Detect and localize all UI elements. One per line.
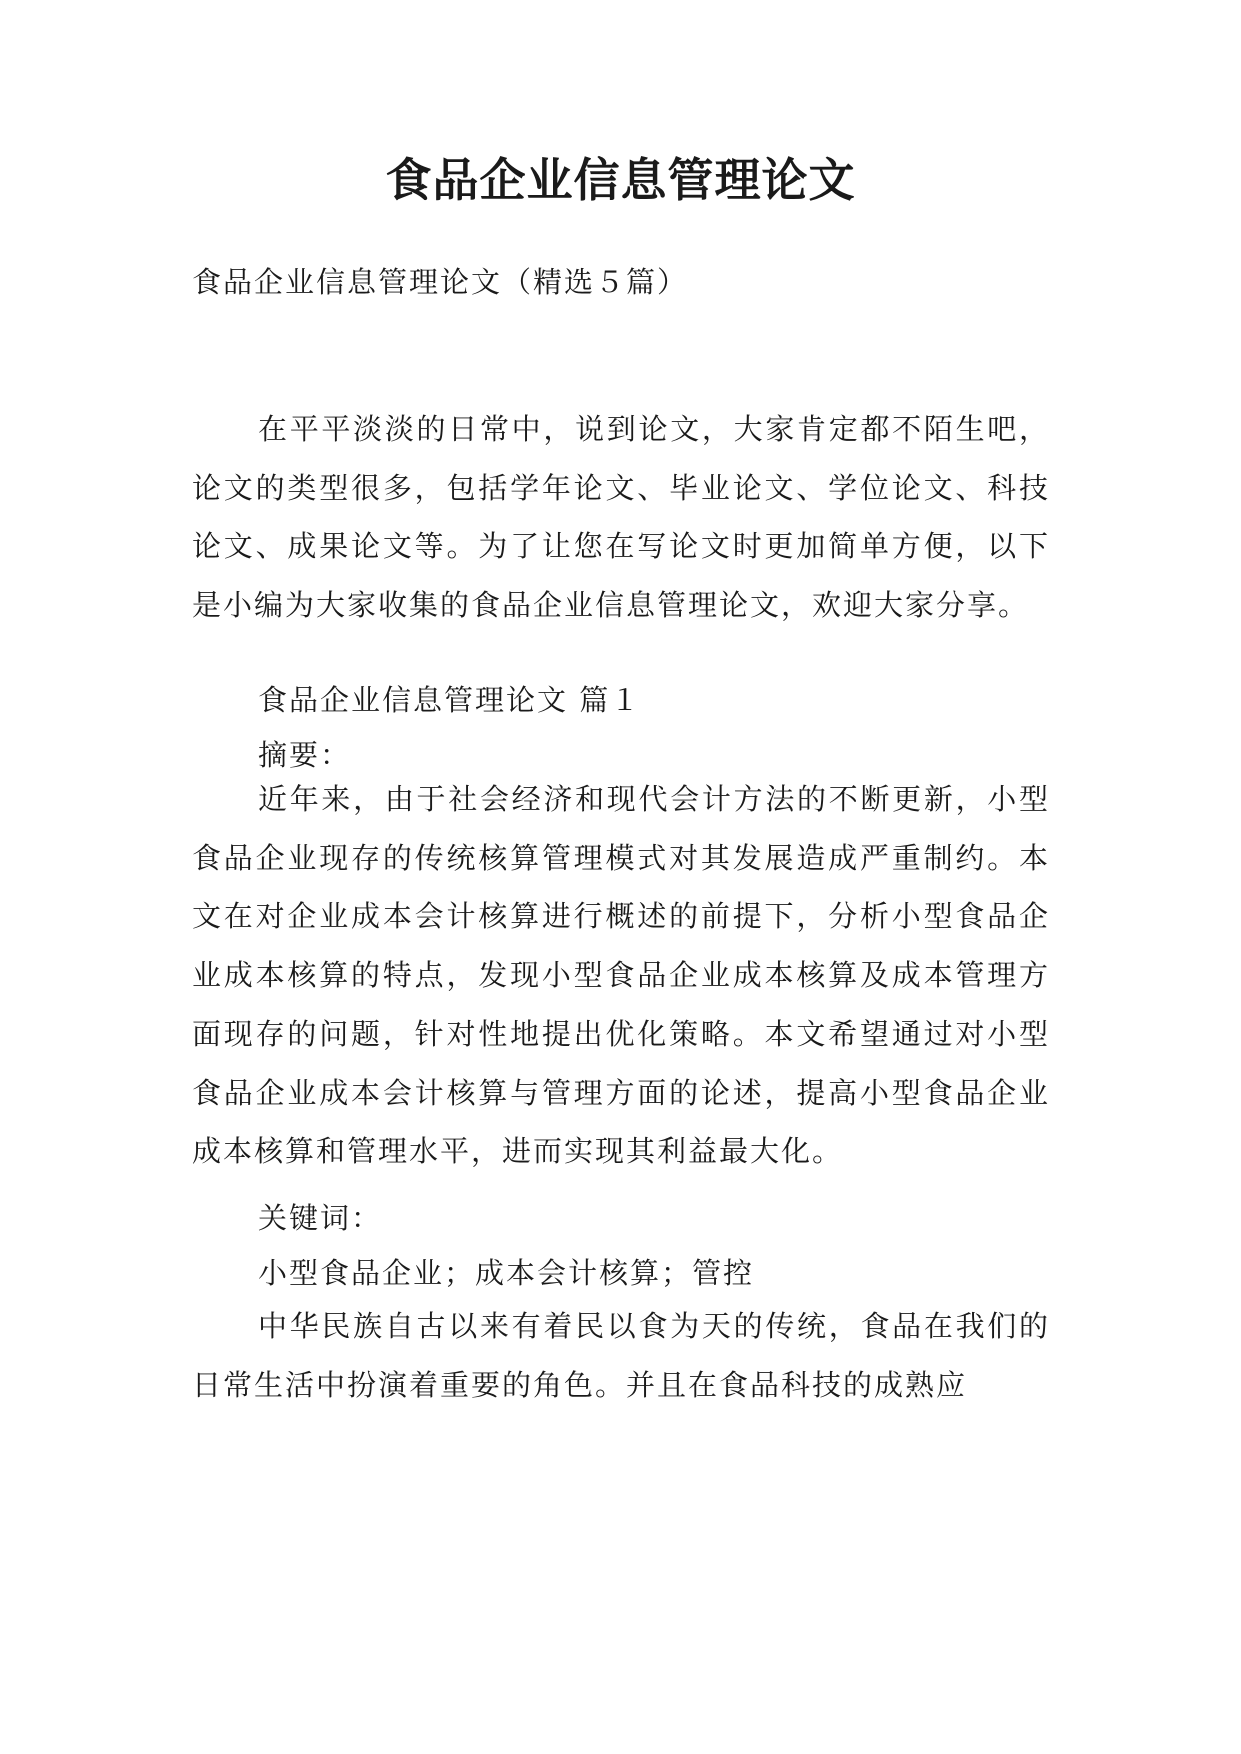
document-title: 食品企业信息管理论文 [385,153,856,207]
abstract-label: 摘要： [258,738,352,772]
keywords-label: 关键词： [258,1201,383,1235]
abstract-paragraph: 近年来，由于社会经济和现代会计方法的不断更新，小型食品企业现存的传统核算管理模式对其发展造成严重制约。本文在对企业成本会计核算进行概述的前提下，分析小型食品企业成本核算的特点，发现小型食品企业成本核算及成本管理方面现存的问题，针对性地提出优化策略。本文希望通过对小型食品企业成本会计核算与管理方面的论述，提高小型食品企业成本核算和管理水平，进而实现其利益最大化。 [192,782,1050,1169]
keywords-text: 小型食品企业；成本会计核算；管控 [258,1256,755,1290]
body-paragraph: 中华民族自古以来有着民以食为天的传统，食品在我们的日常生活中扮演着重要的角色。并且在食品科技的成熟应 [192,1309,1050,1402]
intro-paragraph: 在平平淡淡的日常中，说到论文，大家肯定都不陌生吧，论文的类型很多，包括学年论文、毕业论文、学位论文、科技论文、成果论文等。为了让您在写论文时更加简单方便，以下是小编为大家收集的食品企业信息管理论文，欢迎大家分享。 [192,412,1050,623]
document-subtitle: 食品企业信息管理论文（精选５篇） [192,265,689,299]
section-heading: 食品企业信息管理论文 篇１ [258,683,642,717]
